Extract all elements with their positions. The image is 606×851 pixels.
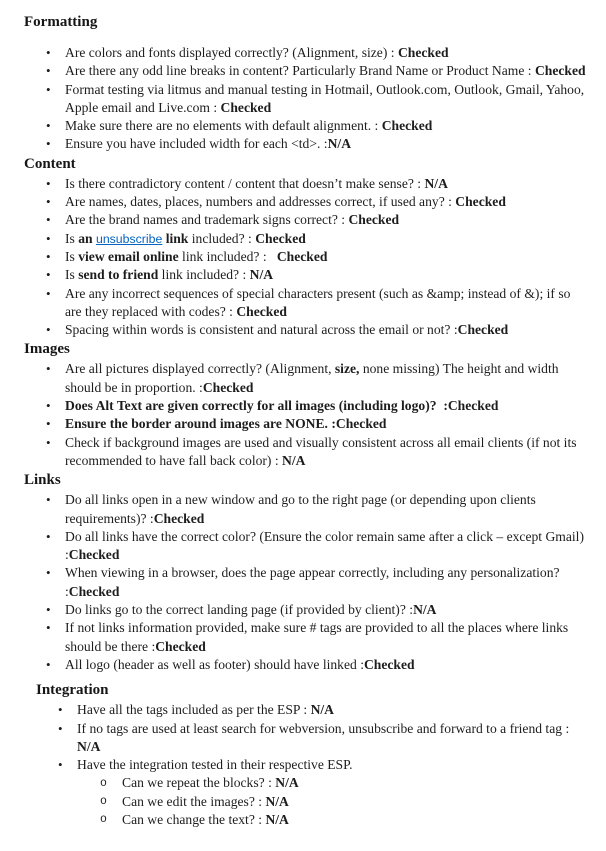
bullet-icon: •	[58, 702, 63, 718]
checklist-item	[24, 360, 588, 397]
checklist-item	[24, 211, 588, 229]
status-value: N/A	[77, 738, 101, 754]
text-run: Is	[65, 267, 79, 283]
section-images	[24, 340, 588, 470]
text-run: included? :	[188, 230, 256, 246]
section-heading: Links	[24, 472, 61, 489]
item-text	[65, 249, 327, 264]
checklist-item	[24, 601, 588, 619]
bullet-icon: •	[46, 194, 51, 210]
emphasis-text: view email online	[78, 248, 179, 264]
text-run: Do all links open in a new window and go to the right page (or depending upon clients requirements)? :	[65, 492, 540, 526]
status-value: Checked	[381, 118, 433, 134]
bullet-icon: •	[46, 656, 51, 672]
text-run: link included? :	[178, 248, 277, 264]
item-text	[65, 620, 572, 653]
status-value: N/A	[249, 267, 274, 283]
bullet-icon: •	[46, 602, 51, 618]
text-run: Can we change the text? :	[122, 811, 266, 827]
item-text	[65, 212, 399, 227]
status-value: N/A	[327, 136, 352, 152]
status-value: Checked	[255, 230, 306, 246]
status-value: Checked	[534, 63, 586, 79]
checklist-item	[24, 285, 588, 322]
checklist-item	[24, 415, 588, 433]
checklist-item	[24, 230, 588, 248]
item-text	[65, 492, 539, 525]
checklist	[24, 175, 588, 340]
circle-bullet-icon: o	[100, 813, 107, 827]
text-run: Do links go to the correct landing page (if provided by client)? :	[65, 602, 414, 618]
bullet-icon: •	[46, 230, 51, 246]
checklist-item	[24, 175, 588, 193]
sub-checklist	[77, 774, 588, 829]
text-run: Are any incorrect sequences of special characters present (such as &amp; instead of &); if so are they replaced with codes? :	[65, 285, 574, 319]
item-text	[65, 45, 449, 60]
section-links	[24, 471, 588, 674]
bullet-icon: •	[46, 528, 51, 544]
status-value: Checked	[153, 510, 205, 526]
item-text	[77, 702, 334, 717]
bullet-icon: •	[46, 361, 51, 377]
circle-bullet-icon: o	[100, 776, 107, 790]
item-text	[65, 118, 432, 133]
item-text	[65, 657, 415, 672]
item-text	[65, 529, 587, 562]
item-text	[65, 136, 351, 151]
text-run: Have the integration tested in their respective ESP.	[77, 757, 353, 773]
checklist-item	[24, 248, 588, 266]
bullet-icon: •	[46, 434, 51, 450]
emphasis-text: Ensure the border around images are NONE. :Checked	[65, 416, 387, 432]
text-run: none missing) The height and width should be in proportion. :	[65, 361, 562, 395]
item-text	[65, 82, 587, 115]
checklist-item	[24, 564, 588, 601]
status-value: Checked	[397, 45, 449, 60]
item-text	[65, 398, 498, 413]
section-integration	[36, 681, 588, 829]
emphasis-text: send to friend	[78, 267, 159, 283]
status-value: N/A	[275, 775, 299, 791]
text-run: Can we edit the images? :	[122, 793, 266, 809]
text-run: Spacing within words is consistent and natural across the email or not? :	[65, 322, 458, 338]
bullet-icon: •	[46, 492, 51, 508]
checklist-item	[24, 44, 588, 62]
checklist-item	[24, 193, 588, 211]
item-text	[65, 416, 386, 431]
checklist-item	[36, 720, 588, 757]
item-text	[77, 721, 573, 754]
checklist-item	[24, 81, 588, 118]
section-heading: Images	[24, 341, 70, 358]
text-run: Format testing via litmus and manual testing in Hotmail, Outlook.com, Outlook, Gmail, Yahoo, Apple email and Live.com :	[65, 81, 587, 115]
checklist-item	[24, 62, 588, 80]
bullet-icon: •	[46, 175, 51, 191]
section-formatting	[24, 13, 588, 154]
status-value: Checked	[276, 248, 328, 264]
item-text	[65, 565, 563, 598]
bullet-icon: •	[46, 81, 51, 97]
status-value: Checked	[68, 547, 120, 563]
text-run: Are all pictures displayed correctly? (Alignment,	[65, 361, 335, 377]
item-text	[65, 231, 306, 246]
checklist-item	[24, 397, 588, 415]
item-text	[65, 286, 574, 319]
checklist	[36, 701, 588, 829]
checklist-item	[24, 656, 588, 674]
bullet-icon: •	[46, 45, 51, 60]
bullet-icon: •	[46, 267, 51, 283]
emphasis-text: size,	[334, 361, 360, 377]
status-value: Checked	[155, 638, 206, 654]
status-value: Checked	[348, 212, 400, 228]
checklist-item	[36, 756, 588, 829]
emphasis-text: an	[78, 230, 96, 246]
bullet-icon: •	[58, 720, 63, 736]
text-run: Are names, dates, places, numbers and addresses correct, if used any? :	[65, 194, 456, 210]
status-value: N/A	[265, 811, 289, 827]
text-run: Are colors and fonts displayed correctly? (Alignment, size) :	[65, 45, 398, 60]
text-run: Is	[65, 230, 79, 246]
bullet-icon: •	[46, 118, 51, 134]
item-text	[65, 435, 580, 468]
checklist-item	[24, 491, 588, 528]
checklist-item	[24, 135, 588, 153]
bullet-icon: •	[46, 416, 51, 432]
section-heading: Integration	[36, 682, 109, 699]
circle-bullet-icon: o	[100, 795, 107, 809]
bullet-icon: •	[46, 565, 51, 581]
checklist-item	[24, 619, 588, 656]
text-run: Are the brand names and trademark signs correct? :	[65, 212, 349, 228]
checklist-item	[36, 701, 588, 719]
text-run: Do all links have the correct color? (Ensure the color remain same after a click – except Gmail) :	[65, 528, 588, 563]
status-value: N/A	[413, 602, 437, 618]
text-run: All logo (header as well as footer) should have linked :	[65, 656, 364, 672]
checklist	[24, 360, 588, 470]
text-run: Is there contradictory content / content that doesn’t make sense? :	[65, 175, 425, 191]
checklist-item	[77, 793, 588, 811]
bullet-icon: •	[46, 322, 51, 338]
item-text	[122, 812, 289, 827]
checklist-item	[24, 434, 588, 471]
checklist-item	[24, 266, 588, 284]
checklist-item	[77, 811, 588, 829]
item-text	[65, 194, 506, 209]
item-text	[65, 322, 508, 337]
emphasis-text: Does Alt Text are given correctly for all images (including logo)? :Checked	[65, 398, 499, 414]
bullet-icon: •	[46, 398, 51, 414]
section-heading: Content	[24, 155, 76, 172]
checklist-item	[24, 117, 588, 135]
text-run: link included? :	[158, 267, 250, 283]
text-run: Is	[65, 248, 79, 264]
emphasis-text: link	[162, 230, 189, 246]
item-text	[122, 794, 289, 809]
item-text	[122, 775, 299, 790]
checklist	[24, 491, 588, 674]
text-run: Make sure there are no elements with default alignment. :	[65, 118, 382, 134]
status-value: Checked	[202, 379, 254, 395]
text-run: Can we repeat the blocks? :	[122, 775, 276, 791]
status-value: Checked	[457, 322, 509, 338]
text-run: If no tags are used at least search for webversion, unsubscribe and forward to a friend tag :	[77, 720, 573, 736]
checklist-item	[77, 774, 588, 792]
bullet-icon: •	[46, 63, 51, 79]
bullet-icon: •	[46, 136, 51, 152]
bullet-icon: •	[46, 620, 51, 636]
text-run: Check if background images are used and visually consistent across all email clients (if not its recommended to have fall back color) :	[65, 434, 580, 468]
checklist-item	[24, 528, 588, 565]
unsubscribe-link[interactable]: unsubscribe	[95, 231, 163, 246]
status-value: Checked	[363, 656, 415, 672]
item-text	[65, 176, 448, 191]
item-text	[77, 757, 353, 772]
text-run: If not links information provided, make sure # tags are provided to all the places where links should be there :	[65, 620, 572, 654]
text-run: Have all the tags included as per the ESP :	[77, 702, 311, 718]
item-text	[65, 267, 273, 282]
bullet-icon: •	[46, 248, 51, 264]
section-content	[24, 155, 588, 340]
bullet-icon: •	[46, 212, 51, 228]
status-value: Checked	[455, 194, 506, 210]
status-value: Checked	[220, 99, 272, 115]
status-value: Checked	[68, 583, 120, 599]
item-text	[65, 361, 562, 394]
checklist-item	[24, 321, 588, 339]
status-value: N/A	[265, 793, 289, 809]
status-value: N/A	[424, 175, 448, 191]
bullet-icon: •	[58, 757, 63, 773]
item-text	[65, 63, 586, 78]
checklist	[24, 44, 588, 154]
text-run: When viewing in a browser, does the page appear correctly, including any personalization? :	[65, 565, 563, 599]
bullet-icon: •	[46, 285, 51, 301]
text-run: Ensure you have included width for each <td>. :	[65, 136, 328, 152]
status-value: N/A	[310, 702, 334, 718]
item-text	[65, 602, 436, 617]
status-value: N/A	[282, 452, 306, 468]
section-heading: Formatting	[24, 14, 98, 30]
status-value: Checked	[236, 303, 287, 319]
text-run: Are there any odd line breaks in content? Particularly Brand Name or Product Name :	[65, 63, 535, 79]
